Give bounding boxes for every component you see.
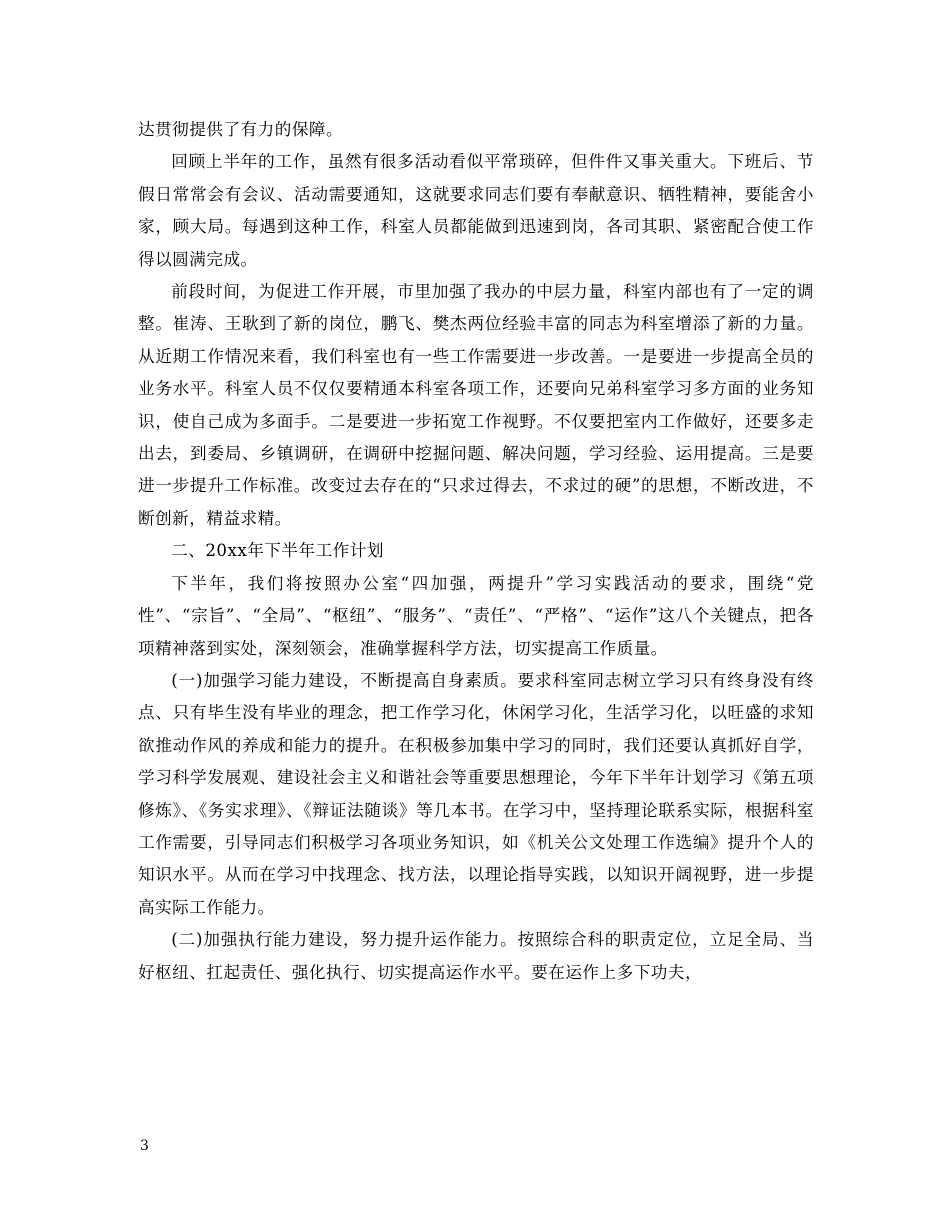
paragraph-improvements: 前段时间，为促进工作开展，市里加强了我办的中层力量，科室内部也有了一定的调整。崔涛、王耿到了新的岗位，鹏飞、樊杰两位经验丰富的同志为科室增添了新的力量。从近期工作情况来看，我们科室也有一些工作需要进一步改善。一是要进一步提高全员的业务水平。科室人员不仅仅要精通本科室各项工作，还要向兄弟科室学习多方面的业务知识，使自己成为多面手。二是要进一步拓宽工作视野。不仅要把室内工作做好，还要多走出去，到委局、乡镇调研，在调研中挖掘问题、解决问题，学习经验、运用提高。三是要进一步提升工作标准。改变过去存在的“只求过得去，不求过的硬”的思想，不断改进，不断创新，精益求精。: [138, 282, 814, 528]
paragraph-review: 回顾上半年的工作，虽然有很多活动看似平常琐碎，但件件又事关重大。下班后、节假日常常会有会议、活动需要通知，这就要求同志们要有奉献意识、牺牲精神，要能舍小家，顾大局。每遇到这种工作，科室人员都能做到迅速到岗，各司其职、紧密配合使工作得以圆满完成。: [138, 152, 814, 269]
paragraph-plan-intro: 下半年，我们将按照办公室“四加强，两提升”学习实践活动的要求，围绕“党性”、“宗旨”、“全局”、“枢纽”、“服务”、“责任”、“严格”、“运作”这八个关键点，把各项精神落到实处，深刻领会，准确掌握科学方法，切实提高工作质量。: [138, 573, 814, 658]
paragraph-learning: (一)加强学习能力建设，不断提高自身素质。要求科室同志树立学习只有终身没有终点、只有毕生没有毕业的理念，把工作学习化，休闲学习化，生活学习化，以旺盛的求知欲推动作风的养成和能力的提升。在积极参加集中学习的同时，我们还要认真抓好自学，学习科学发展观、建设社会主义和谐社会等重要思想理论，今年下半年计划学习《第五项修炼》、《务实求理》、《辩证法随谈》等几本书。在学习中，坚持理论联系实际，根据科室工作需要，引导同志们积极学习各项业务知识，如《机关公文处理工作选编》提升个人的知识水平。从而在学习中找理念、找方法，以理论指导实践，以知识开阔视野，进一步提高实际工作能力。: [138, 670, 814, 917]
section-heading: 二、20xx年下半年工作计划: [171, 541, 384, 561]
page-number: 3: [140, 1138, 149, 1154]
paragraph-execution: (二)加强执行能力建设，努力提升运作能力。按照综合科的职责定位，立足全局、当好枢纽、扛起责任、强化执行、切实提高运作水平。要在运作上多下功夫，: [138, 930, 814, 982]
paragraph-continuation: 达贯彻提供了有力的保障。: [138, 120, 344, 139]
document-body: [138, 114, 814, 989]
